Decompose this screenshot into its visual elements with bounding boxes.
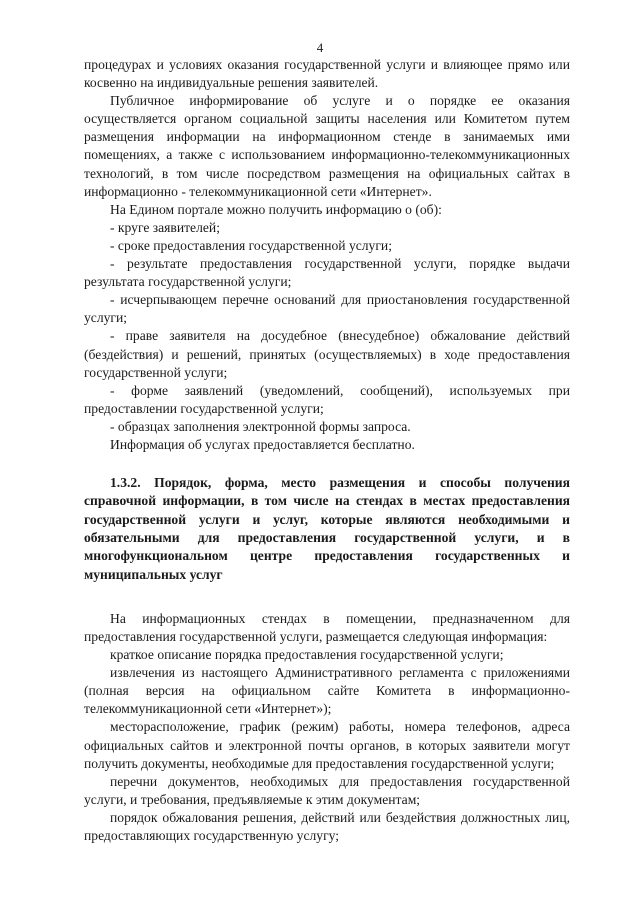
page-number: 4 xyxy=(316,40,324,55)
list-item: - праве заявителя на досудебное (внесудебное) обжалование действий (бездействия) и решений, принятых (осуществляемых) в ходе предоставления государственной услуги; xyxy=(84,328,570,380)
paragraph: процедурах и условиях оказания государственной услуги и влияющее прямо или косвенно на индивидуальные решения заявителей. xyxy=(84,57,570,91)
paragraph: Информация об услугах предоставляется бесплатно. xyxy=(110,436,415,452)
list-item: - форме заявлений (уведомлений, сообщений), используемых при предоставлении государственной услуги; xyxy=(84,382,570,416)
list-item: перечни документов, необходимых для предоставления государственной услуги, и требования, предъявляемые к этим документам; xyxy=(84,773,570,807)
list-item: - круге заявителей; xyxy=(110,219,220,235)
list-item: - исчерпывающем перечне оснований для приостановления государственной услуги; xyxy=(84,292,570,326)
paragraph: На информационных стендах в помещении, предназначенном для предоставления государственной услуги, размещается следующая информация: xyxy=(84,610,570,644)
list-item: краткое описание порядка предоставления государственной услуги; xyxy=(110,647,504,663)
paragraph: Публичное информирование об услуге и о порядке ее оказания осуществляется органом социальной защиты населения или Комитетом путем размещения информации на информационном стенде в занимаемых ими помещениях, а также с использованием информационно-телекоммуникационных технологий, в том числе посредством размещения на официальных сайтах в информационно - телекоммуникационной сети «Интернет». xyxy=(84,93,570,199)
stands-info-list xyxy=(84,646,570,845)
list-item: месторасположение, график (режим) работы, номера телефонов, адреса официальных сайтов и электронной почты органов, в которых заявители могут получить документы, необходимые для предоставления государственной услуги; xyxy=(84,719,570,771)
portal-info-list xyxy=(84,219,570,436)
list-item: порядок обжалования решения, действий или бездействия должностных лиц, предоставляющих государственную услугу; xyxy=(84,809,570,843)
list-item: извлечения из настоящего Административного регламента с приложениями (полная версия на официальном сайте Комитета в информационно-телекоммуникационной сети «Интернет»); xyxy=(84,665,570,717)
section-heading: 1.3.2. Порядок, форма, место размещения и способы получения справочной информации, в том числе на стендах в местах предоставления государственной услуги и услуг, которые являются необходимыми и обязательными для предоставления государственной услуги, и в многофункциональном центре предоставления государственных и муниципальных услуг xyxy=(84,475,570,582)
list-item: - образцах заполнения электронной формы запроса. xyxy=(110,418,411,434)
list-item: - результате предоставления государственной услуги, порядке выдачи результата государственной услуги; xyxy=(84,256,570,290)
list-item: - сроке предоставления государственной услуги; xyxy=(110,237,392,253)
document-body xyxy=(84,56,570,845)
paragraph: На Едином портале можно получить информацию о (об): xyxy=(110,201,442,217)
